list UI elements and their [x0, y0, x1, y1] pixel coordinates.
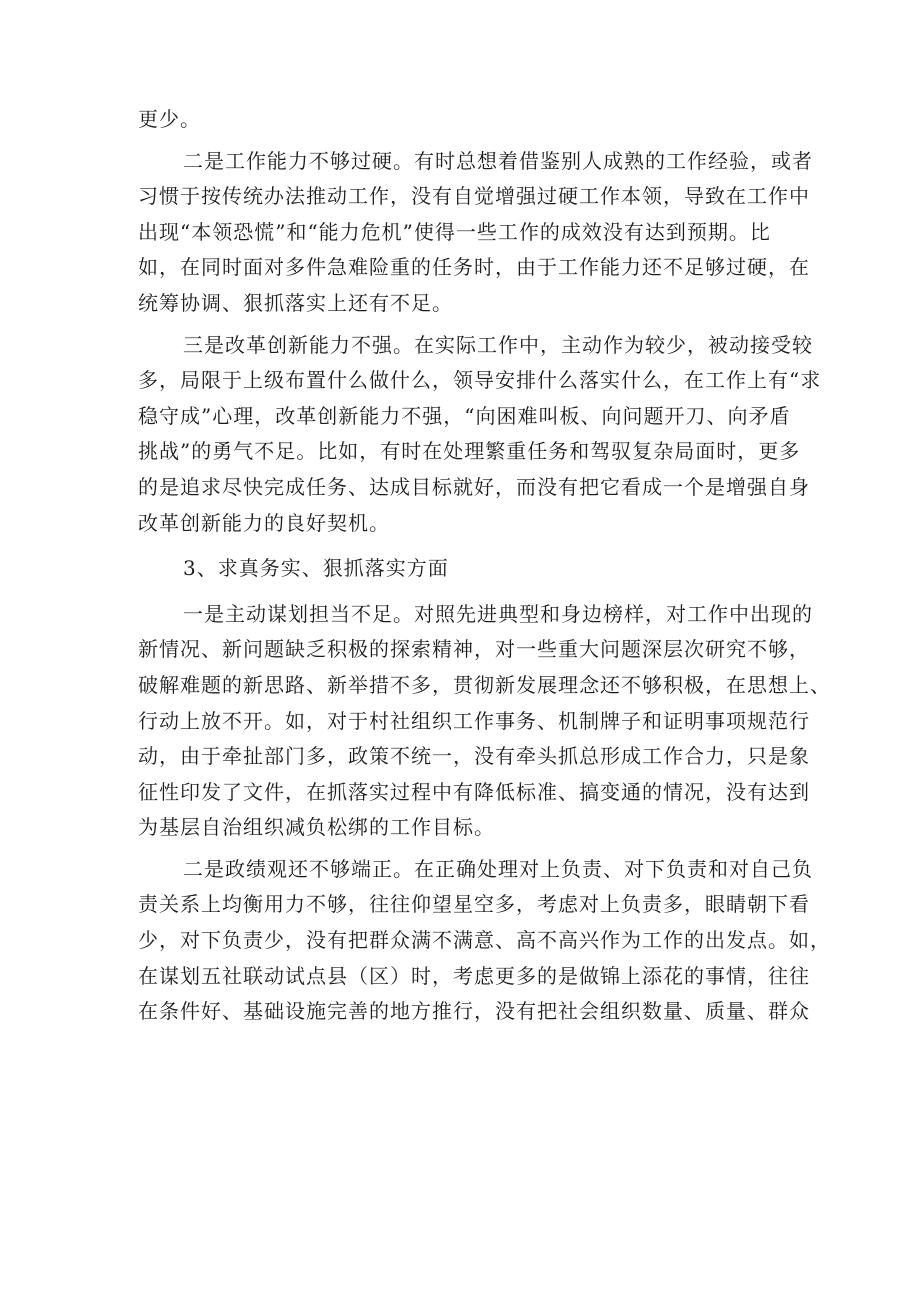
text-line: 为基层自治组织减负松绑的工作目标。 — [138, 815, 495, 840]
text-line: 更少。 — [138, 107, 201, 131]
text-line: 行动上放不开。如，对于村社组织工作事务、机制牌子和证明事项规范行 — [138, 708, 810, 733]
document-body — [138, 102, 831, 1030]
paragraph-first-line: 三是改革创新能力不强。在实际工作中，主动作为较少，被动接受较 — [183, 332, 813, 357]
text-line: 责关系上均衡用力不够，往往仰望星空多，考虑对上负责多，眼睛朝下看 — [138, 892, 810, 917]
text-line: 在条件好、基础设施完善的地方推行，没有把社会组织数量、质量、群众 — [138, 999, 810, 1024]
text-line: 统筹协调、狠抓落实上还有不足。 — [138, 290, 453, 315]
text-line: 新情况、新问题缺乏积极的探索精神，对一些重大问题深层次研究不够， — [138, 637, 810, 662]
text-line: 在谋划五社联动试点县（区）时，考虑更多的是做锦上添花的事情，往往 — [138, 963, 810, 988]
text-line: 挑战”的勇气不足。比如，有时在处理繁重任务和驾驭复杂局面时，更多 — [138, 439, 801, 464]
text-line: 习惯于按传统办法推动工作，没有自觉增强过硬工作本领，导致在工作中 — [138, 184, 810, 209]
text-line: 破解难题的新思路、新举措不多，贯彻新发展理念还不够积极，在思想上、 — [138, 672, 831, 697]
text-line: 少，对下负责少，没有把群众满不满意、高不高兴作为工作的出发点。如， — [138, 928, 831, 953]
text-line: 征性印发了文件，在抓落实过程中有降低标准、搞变通的情况，没有达到 — [138, 779, 810, 804]
text-line: 动，由于牵扯部门多，政策不统一，没有牵头抓总形成工作合力，只是象 — [138, 744, 810, 769]
text-line: 稳守成”心理，改革创新能力不强，“向困难叫板、向问题开刀、向矛盾 — [138, 403, 791, 428]
paragraph-first-line: 二是政绩观还不够端正。在正确处理对上负责、对下负责和对自己负 — [183, 856, 813, 881]
paragraph-gap — [138, 587, 798, 597]
text-line: 改革创新能力的良好契机。 — [138, 510, 390, 535]
text-line: 的是追求尽快完成任务、达成目标就好，而没有把它看成一个是增强自身 — [138, 474, 810, 499]
paragraph-first-line: 一是主动谋划担当不足。对照先进典型和身边榜样，对工作中出现的 — [183, 601, 813, 626]
paragraph-gap — [138, 541, 798, 551]
text-line: 多，局限于上级布置什么做什么，领导安排什么落实什么，在工作上有“求 — [138, 368, 822, 393]
text-line: 如，在同时面对多件急难险重的任务时，由于工作能力还不足够过硬，在 — [138, 255, 810, 280]
section-heading: 3、求真务实、狠抓落实方面 — [183, 556, 449, 581]
paragraph-first-line: 二是工作能力不够过硬。有时总想着借鉴别人成熟的工作经验，或者 — [183, 148, 813, 173]
text-line: 出现“本领恐慌”和“能力危机”使得一些工作的成效没有达到预期。比 — [138, 219, 771, 244]
